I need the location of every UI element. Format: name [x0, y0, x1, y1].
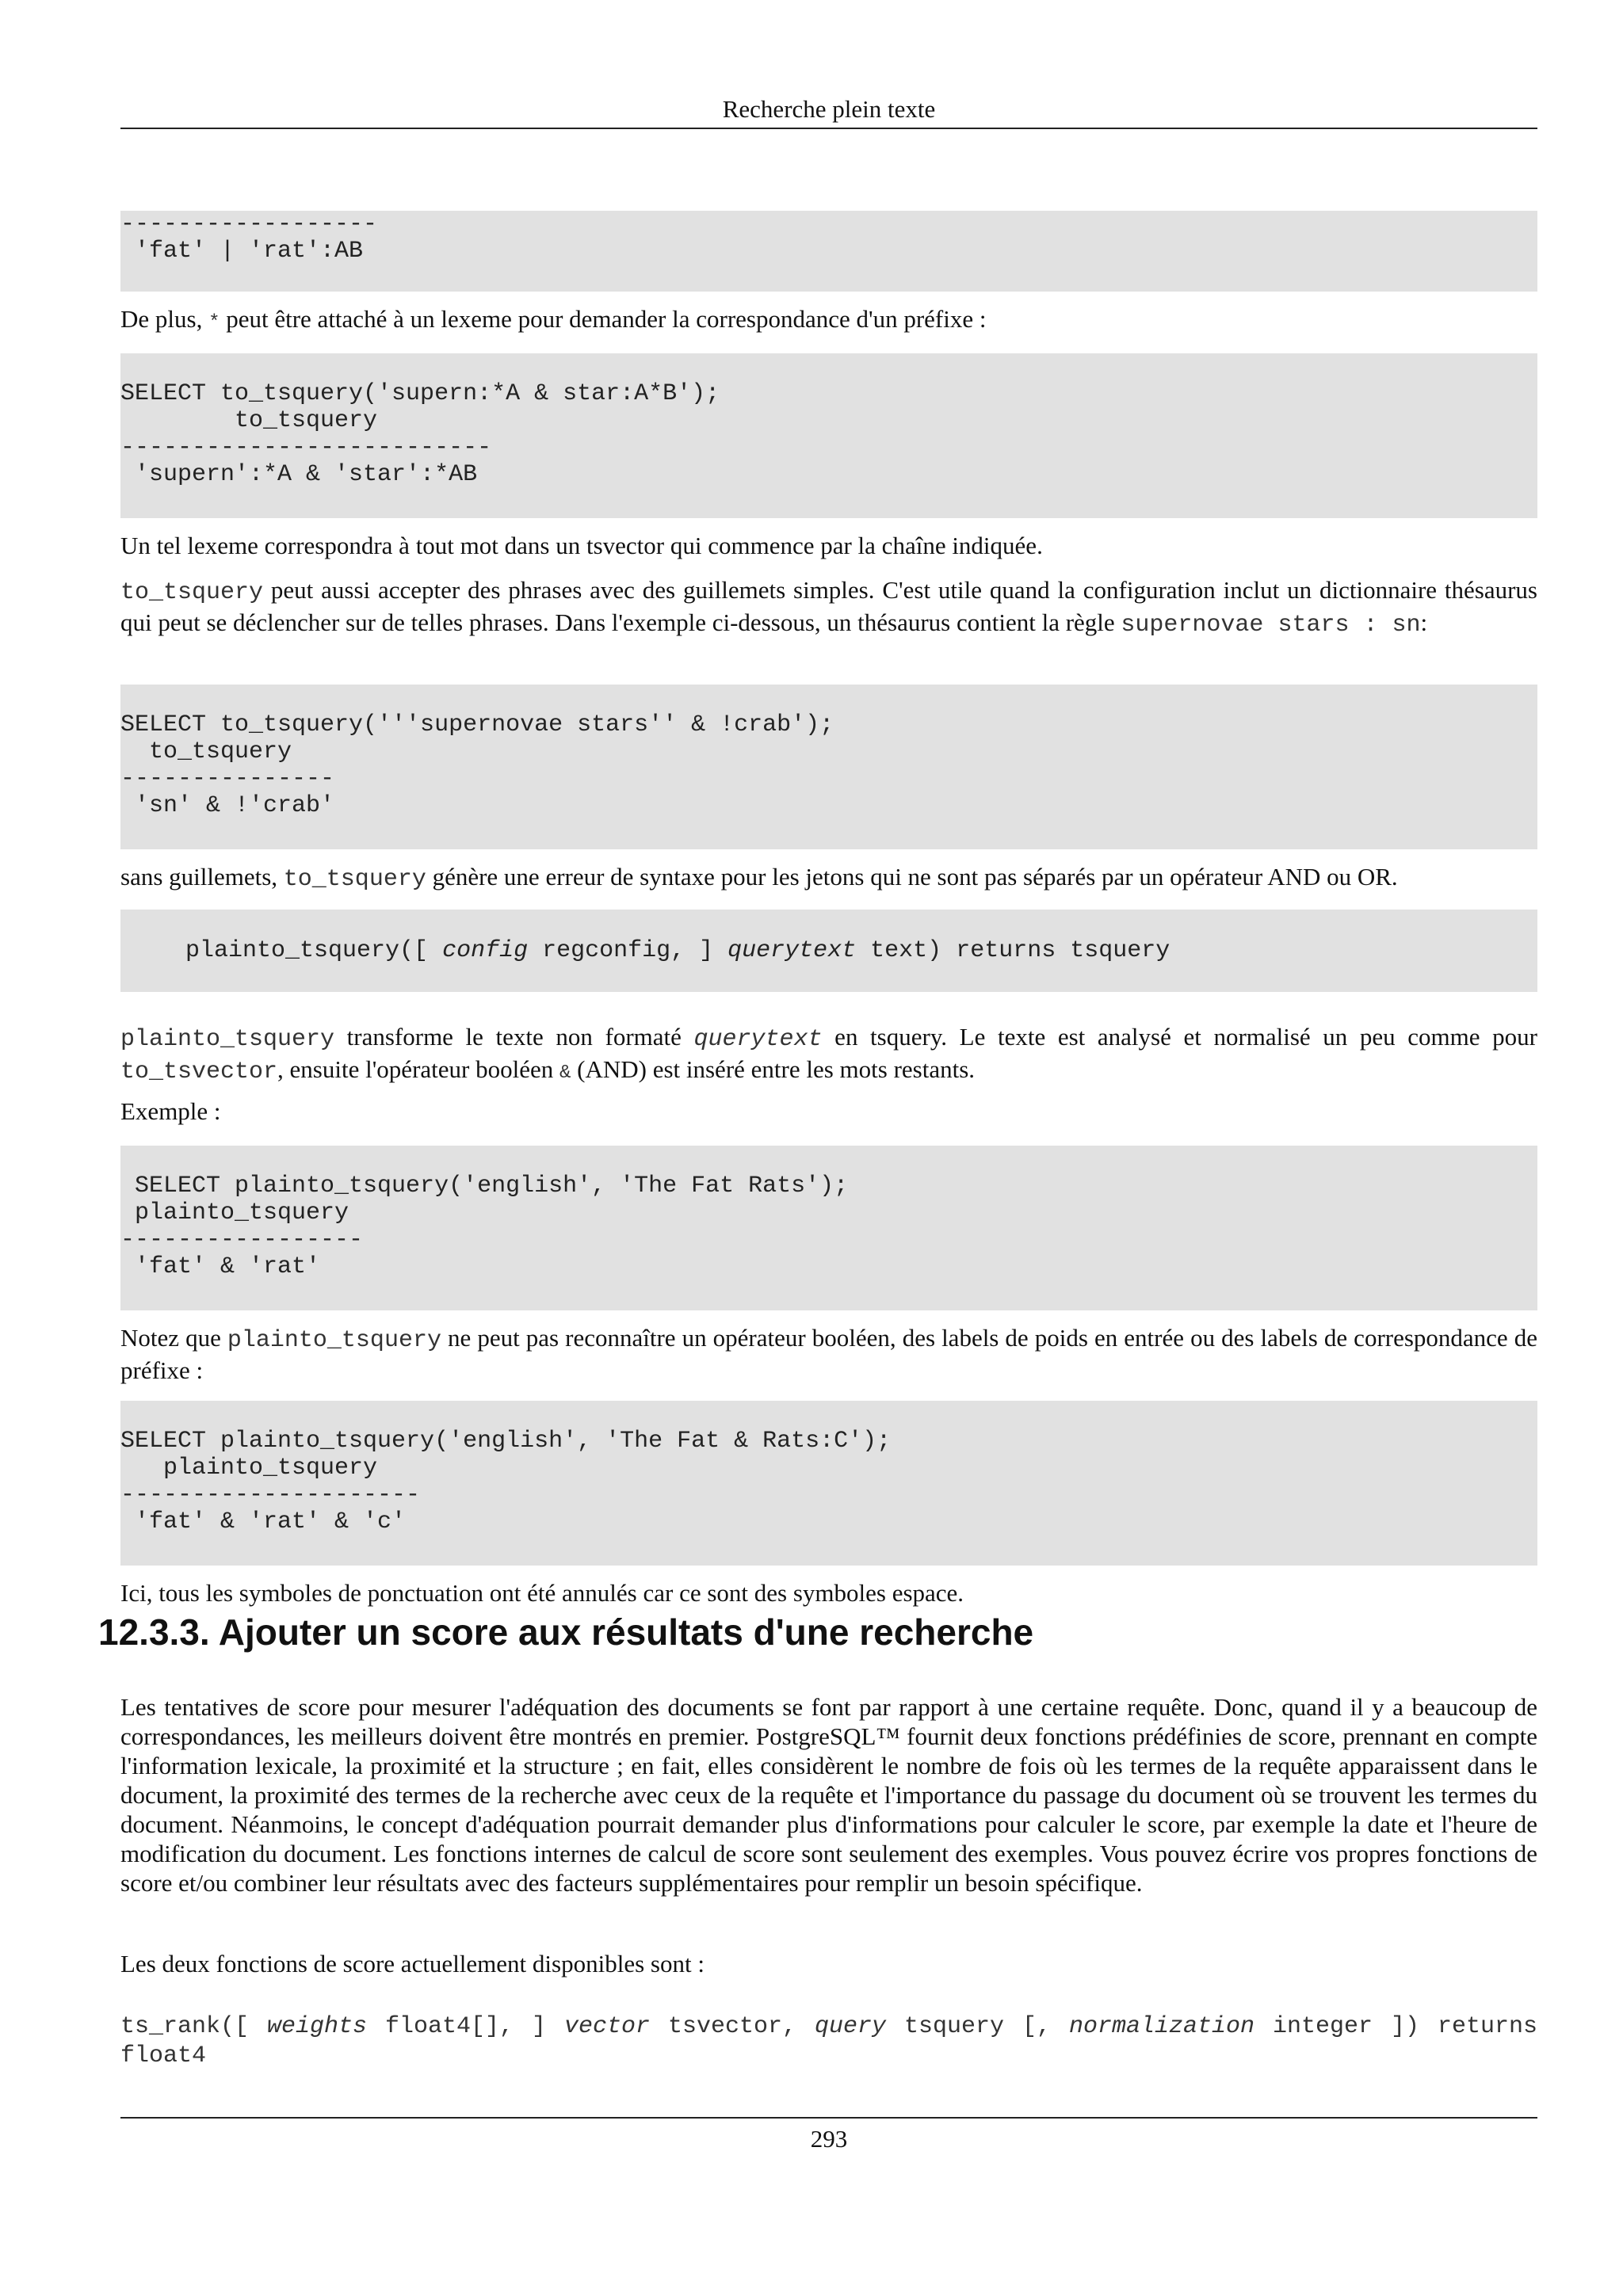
synopsis-ts-rank: ts_rank([ weights float4[], ] vector tsvector, query tsquery [, normalization integer ]) returns float4 [120, 2013, 1537, 2069]
paragraph-available-functions: Les deux fonctions de score actuellement disponibles sont : [120, 1950, 705, 1978]
code-block-result-fat-rat: ------------------ 'fat' | 'rat':AB [120, 211, 1537, 292]
code-block-plainto-example: SELECT plainto_tsquery('english', 'The Fat Rats'); plainto_tsquery ----------------- 'fat' & 'rat' [120, 1146, 1537, 1310]
paragraph-no-quotes: sans guillemets, to_tsquery génère une erreur de syntaxe pour les jetons qui ne sont pas séparés par un opérateur AND ou OR. [120, 863, 1398, 893]
paragraph-score-intro: Les tentatives de score pour mesurer l'adéquation des documents se font par rapport à une certaine requête. Donc, quand il y a beaucoup de correspondances, les meilleurs doivent être montrés en premier. PostgreSQL™ fournit deux fonctions prédéfinies de score, prennant en compte l'information lexicale, la proximité et la structure ; en fait, elles considèrent le nombre de fois où les termes de la requête apparaissent dans le document, la proximité des termes de la recherche avec ceux de la requête et l'importance du passage du document où se trouvent les termes du document. Néanmoins, le concept d'adéquation pourrait demander plus d'informations pour calculer le score, par exemple la date et l'heure de modification du document. Les fonctions internes de calcul de score sont seulement des exemples. Vous pouvez écrire vos propres fonctions de score et/ou combiner leur résultats avec des facteurs supplémentaires pour remplir un besoin spécifique. [120, 1693, 1537, 1897]
running-header: Recherche plein texte [722, 95, 936, 123]
paragraph-plainto-description: plainto_tsquery transforme le texte non formaté querytext en tsquery. Le texte est analysé et normalisé un peu comme pour to_tsvector, ensuite l'opérateur booléen & (AND) est inséré entre les mots restants. [120, 1023, 1537, 1085]
footer-rule [120, 2117, 1537, 2119]
synopsis-plainto-tsquery: plainto_tsquery([ config regconfig, ] querytext text) returns tsquery [120, 910, 1537, 992]
paragraph-example-label: Exemple : [120, 1097, 221, 1125]
code-block-plainto-note: SELECT plainto_tsquery('english', 'The Fat & Rats:C'); plainto_tsquery --------------------- 'fat' & 'rat' & 'c' [120, 1401, 1537, 1566]
inline-code-and-operator: & [559, 1062, 571, 1084]
inline-code-thesaurus-rule: supernovae stars : sn [1121, 612, 1421, 639]
header-rule [120, 128, 1537, 129]
paragraph-lexeme-match: Un tel lexeme correspondra à tout mot dans un tsvector qui commence par la chaîne indiquée. [120, 532, 1043, 559]
section-heading: 12.3.3. Ajouter un score aux résultats d'une recherche [98, 1611, 1034, 1653]
paragraph-prefix-match: De plus, * peut être attaché à un lexeme pour demander la correspondance d'un préfixe : [120, 305, 987, 334]
inline-code-star: * [208, 312, 220, 334]
inline-code-plainto-tsquery: plainto_tsquery [227, 1327, 441, 1354]
code-block-supernovae-query: SELECT to_tsquery('''supernovae stars'' & !crab'); to_tsquery --------------- 'sn' & !'crab' [120, 685, 1537, 849]
inline-code-to-tsquery: to_tsquery [283, 866, 426, 893]
inline-code-to-tsvector: to_tsvector [120, 1058, 278, 1085]
inline-code-to-tsquery: to_tsquery [120, 579, 264, 606]
inline-code-querytext: querytext [693, 1026, 823, 1053]
page-number: 293 [810, 2125, 848, 2153]
paragraph-plainto-note: Notez que plainto_tsquery ne peut pas reconnaître un opérateur booléen, des labels de poids en entrée ou des labels de correspondance de préfixe : [120, 1324, 1538, 1384]
code-block-supern-query: SELECT to_tsquery('supern:*A & star:A*B'); to_tsquery -------------------------- 'supern':*A & 'star':*AB [120, 353, 1537, 518]
inline-code-plainto-tsquery: plainto_tsquery [120, 1026, 335, 1053]
paragraph-phrases: to_tsquery peut aussi accepter des phrases avec des guillemets simples. C'est utile quand la configuration inclut un dictionnaire thésaurus qui peut se déclencher sur de telles phrases. Dans l'exemple ci-dessous, un thésaurus contient la règle supernovae stars : sn: [120, 576, 1537, 639]
paragraph-punctuation: Ici, tous les symboles de ponctuation ont été annulés car ce sont des symboles espace. [120, 1579, 964, 1607]
